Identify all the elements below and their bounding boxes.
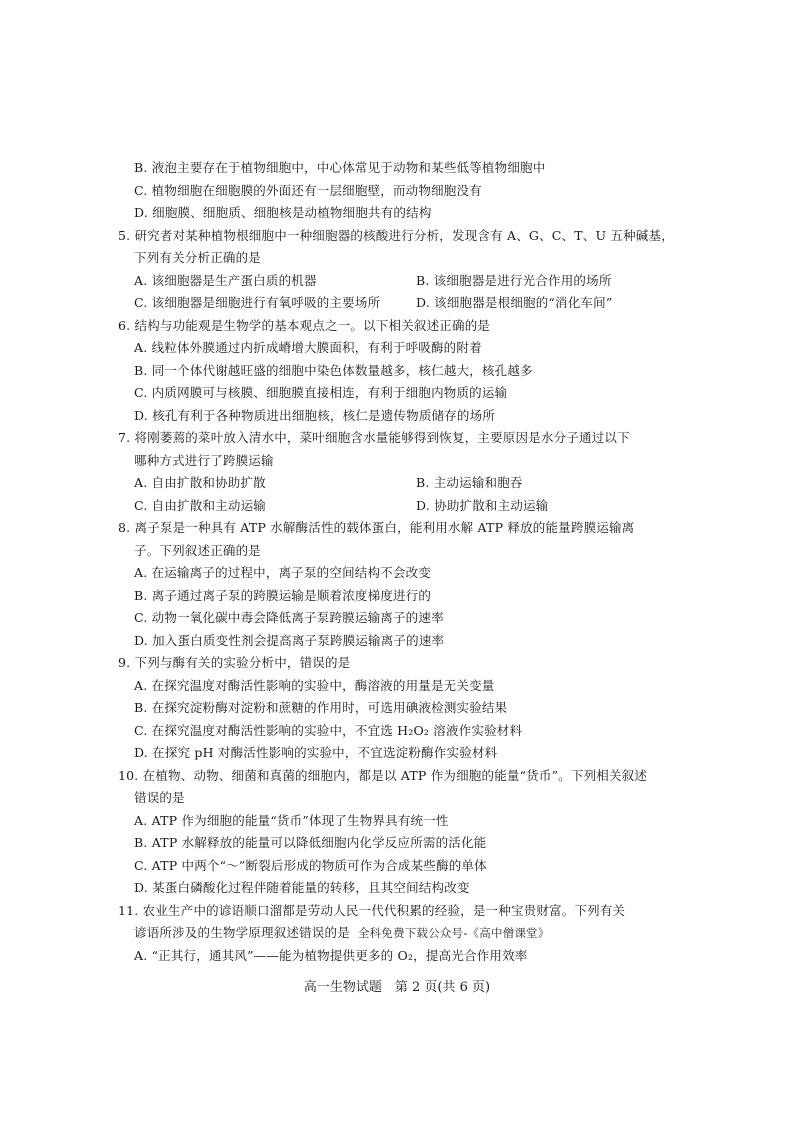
- q6-stem: 6. 结构与功能观是生物学的基本观点之一。以下相关叙述正确的是: [118, 318, 491, 333]
- q9-option-b: B. 在探究淀粉酶对淀粉和蔗糖的作用时，可选用碘液检测实验结果: [134, 700, 508, 715]
- q10-option-b: B. ATP 水解释放的能量可以降低细胞内化学反应所需的活化能: [134, 835, 487, 850]
- page-footer: 高一生物试题 第 2 页(共 6 页): [303, 980, 491, 995]
- q6-option-b: B. 同一个体代谢越旺盛的细胞中染色体数量越多，核仁越大，核孔越多: [134, 363, 533, 378]
- q9-stem: 9. 下列与酶有关的实验分析中，错误的是: [118, 655, 351, 670]
- q9-option-a: A. 在探究温度对酶活性影响的实验中，酶溶液的用量是无关变量: [134, 678, 495, 693]
- q4-option-c: C. 植物细胞在细胞膜的外面还有一层细胞壁，而动物细胞没有: [134, 183, 482, 198]
- q11-stem: 11. 农业生产中的谚语顺口溜都是劳动人民一代代积累的经验，是一种宝贵财富。下列有关: [118, 903, 626, 918]
- q7-option-a: A. 自由扩散和协助扩散: [134, 475, 266, 490]
- q9-option-c: C. 在探究温度对酶活性影响的实验中，不宜选 H₂O₂ 溶液作实验材料: [134, 723, 523, 738]
- q5-option-b: B. 该细胞器是进行光合作用的场所: [416, 273, 612, 288]
- q11-option-a: A. “正其行，通其风”——能为植物提供更多的 O₂，提高光合作用效率: [134, 948, 528, 963]
- q8-stem-cont: 子。下列叙述正确的是: [134, 543, 262, 558]
- q5-stem-cont: 下列有关分析正确的是: [134, 250, 262, 265]
- q8-option-c: C. 动物一氧化碳中毒会降低离子泵跨膜运输离子的速率: [134, 610, 444, 625]
- q10-stem-cont: 错误的是: [134, 790, 185, 805]
- watermark-text: 全科免费下载公众号-《高中僧课堂》: [357, 926, 550, 940]
- q10-option-c: C. ATP 中两个“～”断裂后形成的物质可作为合成某些酶的单体: [134, 858, 487, 873]
- q10-stem: 10. 在植物、动物、细菌和真菌的细胞内，都是以 ATP 作为细胞的能量“货币”。下列相关叙述: [118, 768, 648, 783]
- q5-option-d: D. 该细胞器是根细胞的“消化车间”: [416, 295, 613, 310]
- q6-option-c: C. 内质网膜可与核膜、细胞膜直接相连，有利于细胞内物质的运输: [134, 385, 508, 400]
- q8-option-d: D. 加入蛋白质变性剂会提高离子泵跨膜运输离子的速率: [134, 633, 445, 648]
- q8-stem: 8. 离子泵是一种具有 ATP 水解酶活性的载体蛋白，能利用水解 ATP 释放的能量跨膜运输离: [118, 520, 635, 535]
- q4-option-d: D. 细胞膜、细胞质、细胞核是动植物细胞共有的结构: [134, 205, 432, 220]
- q7-stem-cont: 哪种方式进行了跨膜运输: [134, 453, 274, 468]
- q6-option-a: A. 线粒体外膜通过内折成嵴增大膜面积，有利于呼吸酶的附着: [134, 340, 482, 355]
- q11-stem-cont: [134, 925, 549, 941]
- q10-option-d: D. 某蛋白磷酸化过程伴随着能量的转移，且其空间结构改变: [134, 880, 470, 895]
- q7-option-d: D. 协助扩散和主动运输: [416, 498, 549, 513]
- q4-option-b: B. 液泡主要存在于植物细胞中，中心体常见于动物和某些低等植物细胞中: [134, 160, 546, 175]
- q8-option-a: A. 在运输离子的过程中，离子泵的空间结构不会改变: [134, 565, 431, 580]
- q7-option-c: C. 自由扩散和主动运输: [134, 498, 266, 513]
- q7-stem: 7. 将刚萎蔫的菜叶放入清水中，菜叶细胞含水量能够得到恢复，主要原因是水分子通过以下: [118, 430, 630, 445]
- q10-option-a: A. ATP 作为细胞的能量“货币”体现了生物界具有统一性: [134, 813, 449, 828]
- q5-stem: 5. 研究者对某种植物根细胞中一种细胞器的核酸进行分析，发现含有 A、G、C、T、U 五种碱基，: [118, 228, 674, 243]
- q6-option-d: D. 核孔有利于各种物质进出细胞核，核仁是遗传物质储存的场所: [134, 408, 496, 423]
- q9-option-d: D. 在探究 pH 对酶活性影响的实验中，不宜选淀粉酶作实验材料: [134, 745, 498, 760]
- q5-option-c: C. 该细胞器是细胞进行有氧呼吸的主要场所: [134, 295, 381, 310]
- q7-option-b: B. 主动运输和胞吞: [416, 475, 523, 490]
- q8-option-b: B. 离子通过离子泵的跨膜运输是顺着浓度梯度进行的: [134, 588, 432, 603]
- q5-option-a: A. 该细胞器是生产蛋白质的机器: [134, 273, 317, 288]
- q11-stem-text: 谚语所涉及的生物学原理叙述错误的是: [134, 925, 350, 940]
